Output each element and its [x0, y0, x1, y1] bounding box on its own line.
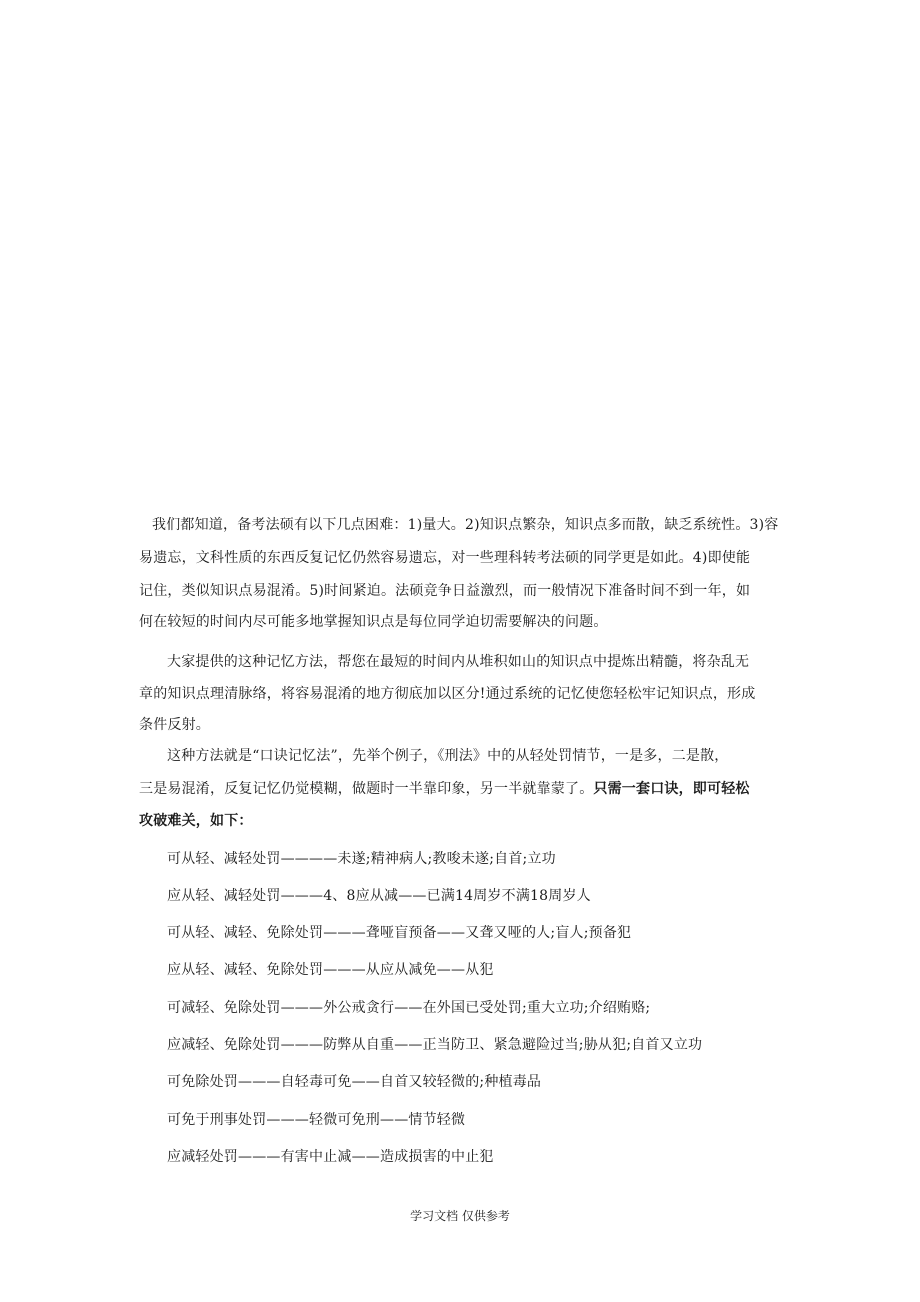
mnemonic-item: 可从轻、减轻处罚————未遂;精神病人;教唆未遂;自首;立功 [167, 851, 556, 867]
mnemonic-item: 应减轻、免除处罚———防弊从自重——正当防卫、紧急避险过当;胁从犯;自首又立功 [167, 1037, 703, 1053]
paragraph-2-line-3: 条件反射。 [139, 717, 210, 733]
paragraph-1-line-1: 我们都知道，备考法硕有以下几点困难：1)量大。2)知识点繁杂，知识点多而散，缺乏系统性。3)容 [152, 517, 779, 533]
mnemonic-item: 应减轻处罚———有害中止减——造成损害的中止犯 [167, 1149, 494, 1165]
paragraph-3-line-1: 这种方法就是“口诀记忆法”，先举个例子，《刑法》中的从轻处罚情节，一是多，二是散， [167, 748, 729, 764]
paragraph-1-line-2: 易遗忘，文科性质的东西反复记忆仍然容易遗忘，对一些理科转考法硕的同学更是如此。4)即使能 [139, 550, 751, 566]
mnemonic-item: 可免于刑事处罚———轻微可免刑——情节轻微 [167, 1112, 466, 1128]
paragraph-3-line-2-normal: 三是易混淆，反复记忆仍觉模糊，做题时一半靠印象，另一半就靠蒙了。 [139, 781, 594, 797]
paragraph-1-line-4: 何在较短的时间内尽可能多地掌握知识点是每位同学迫切需要解决的问题。 [139, 614, 608, 630]
paragraph-3-line-3-bold: 攻破难关，如下： [139, 813, 253, 829]
paragraph-3-line-2 [139, 779, 750, 799]
paragraph-2-line-1: 大家提供的这种记忆方法，帮您在最短的时间内从堆积如山的知识点中提炼出精髓，将杂乱无 [167, 654, 750, 670]
paragraph-2-line-2: 章的知识点理清脉络，将容易混淆的地方彻底加以区分!通过系统的记忆使您轻松牢记知识点，形成 [139, 686, 756, 702]
mnemonic-item: 应从轻、减轻处罚———4、8应从减——已满14周岁不满18周岁人 [167, 888, 591, 904]
page-footer: 学习文档 仅供参考 [410, 1209, 510, 1223]
paragraph-3-line-2-bold: 只需一套口诀，即可轻松 [593, 781, 750, 797]
mnemonic-item: 可从轻、减轻、免除处罚———聋哑盲预备——又聋又哑的人;盲人;预备犯 [167, 925, 632, 941]
mnemonic-item: 可减轻、免除处罚———外公戒贪行——在外国已受处罚;重大立功;介绍贿赂; [167, 1000, 651, 1016]
mnemonic-item: 可免除处罚———自轻毒可免——自首又较轻微的;种植毒品 [167, 1074, 542, 1090]
mnemonic-item: 应从轻、减轻、免除处罚———从应从减免——从犯 [167, 962, 494, 978]
paragraph-1-line-3: 记住，类似知识点易混淆。5)时间紧迫。法硕竞争日益激烈，而一般情况下准备时间不到一年，如 [139, 583, 751, 599]
